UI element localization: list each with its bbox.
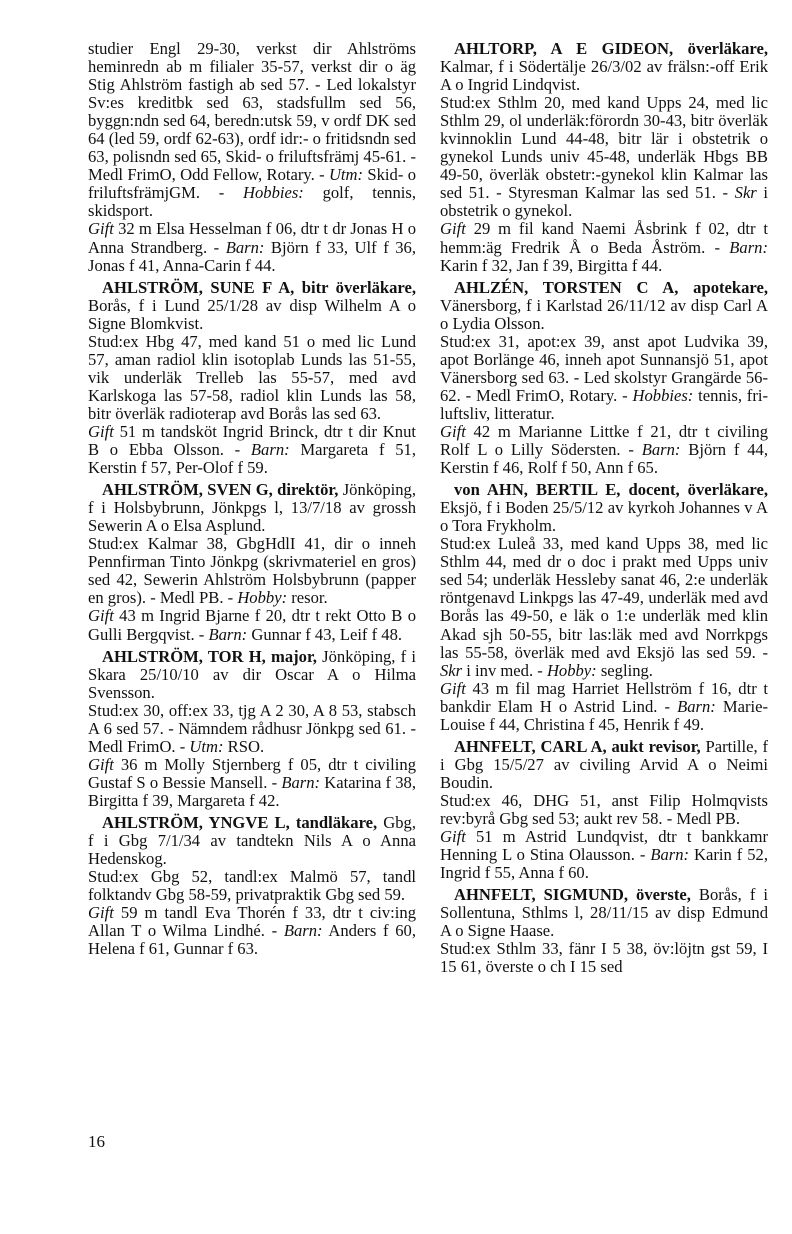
entry-paragraph <box>88 702 416 756</box>
entry-paragraph <box>88 423 416 477</box>
entry-text: Stud:ex 31, apot:ex 39, anst apot Ludvika 39, apot Borlänge 46, inneh apot Sunnansjö 51, apot Vänersborg sed 63. - Led skolstyr Grangärde 56-62. - Medl FrimO, Rotary. - <box>440 331 768 405</box>
entry-paragraph <box>440 333 768 423</box>
entry-paragraph <box>88 535 416 607</box>
person-title: major, <box>265 646 317 666</box>
field-label: Gift <box>88 219 114 239</box>
entry-paragraph <box>440 423 768 477</box>
entry-text: Borås, f i Sollentuna, Sthlms l, 28/11/15 av disp Edmund A o Signe Haase. <box>440 885 768 941</box>
field-label: Skr <box>734 183 757 203</box>
biography-entry <box>88 481 416 643</box>
field-label: Barn: <box>250 440 290 460</box>
field-label: Gift <box>440 219 466 239</box>
entry-paragraph <box>88 756 416 810</box>
entry-text: Gbg, f i Gbg 7/1/34 av tandtekn Nils A o Anna Hedenskog. <box>88 812 417 869</box>
entry-paragraph <box>88 904 416 958</box>
entry-text: Vänersborg, f i Karlstad 26/11/12 av disp Carl A o Lydia Olsson. <box>440 295 768 333</box>
biography-entry <box>88 279 416 478</box>
page-number: 16 <box>88 1132 105 1151</box>
entry-text: 36 m Molly Stjernberg f 05, dtr t civiling Gustaf S o Bessie Mansell. - <box>88 754 416 792</box>
entry-text: 51 m Astrid Lundqvist, dtr t bankkamr Henning L o Stina Olausson. - <box>440 827 768 865</box>
entry-paragraph <box>440 94 768 220</box>
entry-text: Kalmar, f i Södertälje 26/3/02 av frälsn:-off Erik A o Ingrid Lindqvist. <box>440 57 768 95</box>
entry-paragraph <box>88 868 416 904</box>
entry-text: Stud:ex 30, off:ex 33, tjg A 2 30, A 8 53, stabsch A 6 sed 57. - Nämndem rådhusr Jönkpg sed 61. - Medl FrimO. - <box>88 700 416 756</box>
biography-entry <box>440 886 768 976</box>
entry-paragraph <box>440 535 768 679</box>
person-name: AHNFELT, SIGMUND, <box>454 885 628 905</box>
entry-text: studier Engl 29-30, verkst dir Ahlströms heminredn ab m filialer 35-57, verkst dir o äg Stig Ahlström fastigh ab sed 57. - Led lokalstyr Sv:es kreditbk sed 63, stadsfullm sed 56, byggn:ndn sed 64, beredn:utsk 59, v ordf DK sed 64 (led 59, ordf 62-63), ordf idr:- o fritidsndn sed 63, polisndn sed 65, Skid- o friluftsfrämj 45-61. - Medl FrimO, Odd Fellow, Rotary. - <box>88 39 416 185</box>
entry-text: Karin f 52, Ingrid f 55, Anna f 60. <box>440 845 769 883</box>
biography-entry <box>440 481 768 734</box>
entry-text: Gunnar f 43, Leif f 48. <box>247 624 403 644</box>
field-label: Hobby: <box>546 660 597 680</box>
entry-text: resor. <box>287 588 328 608</box>
entry-heading <box>440 279 768 333</box>
person-name: AHLSTRÖM, SVEN G, <box>102 480 273 500</box>
field-label: Gift <box>88 903 114 923</box>
field-label: Barn: <box>650 845 690 865</box>
entry-heading <box>88 481 416 535</box>
field-label: Barn: <box>677 696 716 716</box>
field-label: Barn: <box>225 237 265 257</box>
person-name: von AHN, BERTIL E, <box>454 480 621 500</box>
biography-entry <box>88 648 416 810</box>
field-label: Hobbies: <box>632 385 694 405</box>
field-label: Hobby: <box>237 588 288 608</box>
entry-text: golf, tennis, skidsport. <box>88 183 416 221</box>
entry-text: 29 m fil kand Naemi Åsbrink f 02, dtr t hemm:äg Fredrik Å o Beda Åström. - <box>440 219 768 257</box>
entry-text: 51 m tandsköt Ingrid Brinck, dtr t dir Knut B o Ebba Olsson. - <box>88 421 416 460</box>
field-label: Barn: <box>729 237 768 257</box>
entry-text: Stud:ex Kalmar 38, GbgHdlI 41, dir o inneh Pennfirman Tinto Jönkpg (skrivmateriel en gros) sed 42, Sewerin Ahlström Holsbybrunn (papper en gros). - Medl PB. - <box>88 534 416 608</box>
entry-text: 42 m Marianne Littke f 21, dtr t civiling Rolf L o Lilly Södersten. - <box>440 421 768 460</box>
entry-text: Skid- o friluftsfrämjGM. - <box>88 165 416 203</box>
person-name: AHLSTRÖM, SUNE F A, <box>102 277 295 297</box>
entry-text: Partille, f i Gbg 15/5/27 av civiling Arvid A o Neimi Boudin. <box>440 736 768 792</box>
entry-text: Margareta f 51, Kerstin f 57, Per-Olof f 59. <box>88 440 416 478</box>
entry-paragraph <box>440 792 768 828</box>
right-column <box>440 40 768 976</box>
person-title: direktör, <box>272 480 339 500</box>
entry-paragraph <box>440 680 768 734</box>
entry-heading <box>440 886 768 940</box>
field-label: Gift <box>440 421 466 441</box>
field-label: Barn: <box>641 440 681 460</box>
entry-paragraph <box>440 940 768 976</box>
entry-text: 59 m tandl Eva Thorén f 33, dtr t civ:ing Allan T o Wilma Lindhé. - <box>88 903 416 941</box>
field-label: Gift <box>88 606 114 626</box>
biography-entry <box>440 738 768 882</box>
entry-heading <box>88 279 416 333</box>
biography-entry <box>440 279 768 478</box>
entry-text: segling. <box>596 660 653 680</box>
entry-text: RSO. <box>223 736 265 756</box>
entry-text: Stud:ex Luleå 33, med kand Upps 38, med lic Sthlm 44, med dr o doc i prakt med Upps univ sed 54; underläk Hessleby sanat 46, 2:e underläk röntgenavd Linkpgs las 47-49, underläk med avd Borås las 49-50, e läk o 1:e underläk med klin Akad sjh 50-55, bitr las:läk med avd Norrkpgs las 55-58, överläk med avd Eksjö las sed 59. - <box>440 534 768 662</box>
field-label: Gift <box>88 754 114 774</box>
field-label: Utm: <box>189 736 224 756</box>
entry-text: Katarina f 38, Birgitta f 39, Margareta f 42. <box>88 772 416 810</box>
entry-text: Björn f 44, Kerstin f 46, Rolf f 50, Ann f 65. <box>440 440 769 478</box>
entry-heading <box>440 738 768 792</box>
entry-paragraph <box>440 220 768 274</box>
person-name: AHLSTRÖM, YNGVE L, <box>102 812 290 832</box>
entry-text: Karin f 32, Jan f 39, Birgitta f 44. <box>440 255 663 275</box>
entry-text: Björn f 33, Ulf f 36, Jonas f 41, Anna-Carin f 44. <box>88 237 416 275</box>
entry-text: Jönköping, f i Holsbybrunn, Jönkpgs l, 13/7/18 av grossh Sewerin A o Elsa Asplund. <box>88 480 416 536</box>
field-label: Hobbies: <box>243 183 304 203</box>
entry-text: Anders f 60, Helena f 61, Gunnar f 63. <box>88 921 416 959</box>
person-title: bitr överläkare, <box>294 277 417 297</box>
person-title: aukt revisor, <box>606 736 701 756</box>
entry-text: i obstetrik o gynekol. <box>440 183 768 221</box>
entry-text: 43 m Ingrid Bjarne f 20, dtr t rekt Otto B o Gulli Bergqvist. - <box>88 606 416 644</box>
person-title: apotekare, <box>678 277 769 297</box>
person-name: AHLTORP, A E GIDEON, <box>454 39 674 58</box>
person-name: AHNFELT, CARL A, <box>454 736 607 756</box>
entry-paragraph <box>88 40 416 220</box>
entry-text: Stud:ex Hbg 47, med kand 51 o med lic Lund 57, aman radiol klin isotoplab Lunds las 51-55, vik underläk Trelleb las 55-57, med avd Karlskoga las 57-58, radiol klin Lunds las 58, bitr överläk radioterap avd Borås las sed 63. <box>88 331 416 423</box>
left-column <box>88 40 416 958</box>
entry-text: Jönköping, f i Skara 25/10/10 av dir Oscar A o Hilma Svensson. <box>88 646 416 702</box>
field-label: Gift <box>440 678 466 698</box>
entry-continuation <box>88 40 416 275</box>
entry-text: Stud:ex Sthlm 20, med kand Upps 24, med lic Sthlm 29, ol underläk:förordn 30-43, bitr överläk kvinnoklin Lund 44-48, bitr lär i obstetrik o gynekol Lunds univ 45-48, underläk Hbgs BB 49-50, överläk obstetr:-gynekol klin Kalmar las sed 51. - Styresman Kalmar las sed 51. - <box>440 93 768 203</box>
entry-paragraph <box>88 333 416 423</box>
entry-paragraph <box>88 607 416 643</box>
entry-heading <box>88 814 416 868</box>
person-title: docent, överläkare, <box>620 480 769 500</box>
entry-heading <box>88 648 416 702</box>
person-title: överste, <box>628 885 691 905</box>
field-label: Gift <box>440 827 466 847</box>
entry-paragraph <box>440 828 768 882</box>
entry-text: Stud:ex 46, DHG 51, anst Filip Holmqvists rev:byrå Gbg sed 53; aukt rev 58. - Medl PB. <box>440 790 768 828</box>
entry-text: 43 m fil mag Harriet Hellström f 16, dtr t bankdir Elam H o Astrid Lind. - <box>440 678 768 716</box>
biography-entry <box>440 40 768 275</box>
person-name: AHLZÉN, TORSTEN C A, <box>454 277 679 297</box>
person-name: AHLSTRÖM, TOR H, <box>102 646 266 666</box>
biography-entry <box>88 814 416 958</box>
entry-text: Stud:ex Gbg 52, tandl:ex Malmö 57, tandl folktandv Gbg 58-59, privatpraktik Gbg sed 59. <box>88 867 416 905</box>
field-label: Barn: <box>283 921 323 941</box>
entry-text: Marie-Louise f 44, Christina f 45, Henrik f 49. <box>440 696 768 734</box>
person-title: överläkare, <box>673 39 768 58</box>
entry-text: i inv med. - <box>462 660 547 680</box>
field-label: Barn: <box>208 624 248 644</box>
entry-text: Eksjö, f i Boden 25/5/12 av kyrkoh Johannes v A o Tora Frykholm. <box>440 498 768 536</box>
entry-text: Stud:ex Sthlm 33, fänr I 5 38, öv:löjtn gst 59, I 15 61, överste o ch I 15 sed <box>440 939 768 977</box>
entry-text: 32 m Elsa Hesselman f 06, dtr t dr Jonas H o Anna Strandberg. - <box>88 219 416 257</box>
entry-text: Borås, f i Lund 25/1/28 av disp Wilhelm A o Signe Blomkvist. <box>88 295 416 333</box>
entry-paragraph <box>88 220 416 274</box>
field-label: Utm: <box>328 165 364 185</box>
entry-text: tennis, friluftsliv, litteratur. <box>440 385 768 423</box>
entry-heading <box>440 40 768 94</box>
field-label: Gift <box>88 421 114 441</box>
field-label: Skr <box>440 660 463 680</box>
person-title: tandläkare, <box>289 812 378 832</box>
field-label: Barn: <box>281 772 321 792</box>
entry-heading <box>440 481 768 535</box>
